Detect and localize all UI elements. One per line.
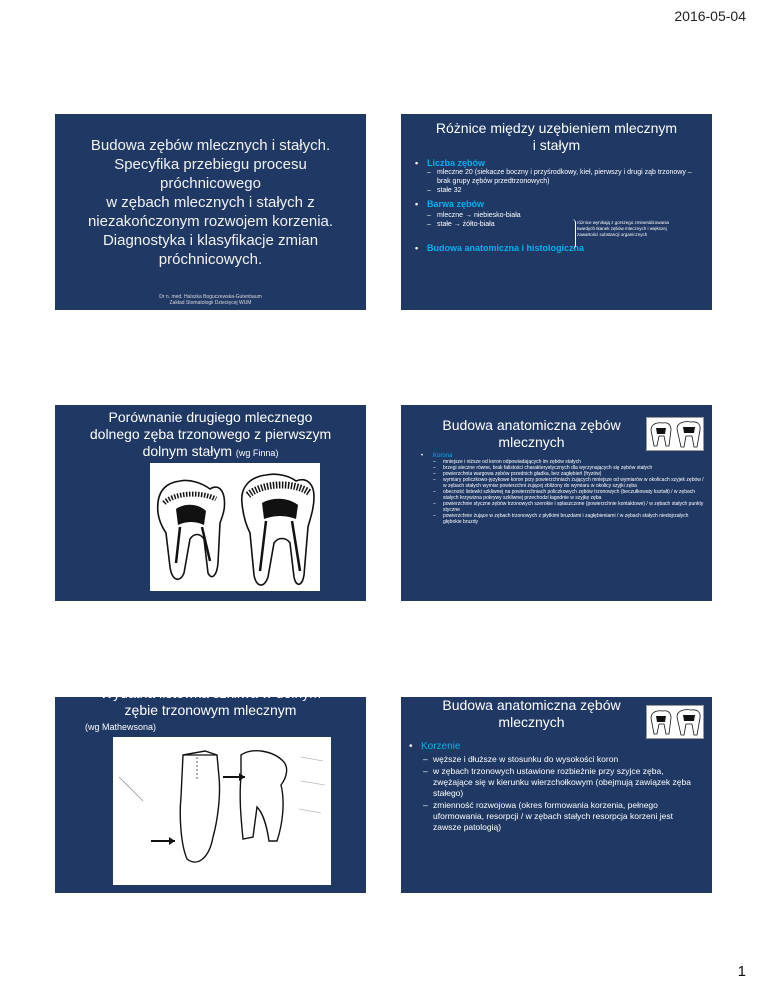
sub-bullet: – w zębach trzonowych ustawione rozbieżnie przy szyjce zęba, zwężające się w kierunku wierzchołkowym (obejmują zawiązek zęba stałego) [423, 766, 702, 799]
bullet-tooth-count: • Liczba zębów [415, 158, 706, 168]
title-line: Budowa anatomiczna zębów [442, 697, 621, 713]
sub-bullet: – mleczne 20 (siekacze boczny i przyśrodkowy, kieł, pierwszy i drugi ząb trzonowy – brak grupy zębów przedtrzonowych) [427, 168, 706, 186]
title-line: próchnicowego [160, 175, 261, 192]
title-line: dolnego zęba trzonowego z pierwszym [89, 426, 332, 442]
sub-bullet: – mniejsze i niższe od koron odpowiadających im zębów stałych [433, 459, 704, 465]
bullet-tooth-color: • Barwa zębów [415, 199, 706, 209]
molar-thumbnail [646, 705, 704, 739]
sub-bullet: – mleczne → niebiesko-biała [427, 211, 706, 220]
enamel-ridge-drawing-icon [113, 737, 331, 885]
title-line-3 [65, 443, 356, 462]
sub-bullet: – powierzchnie styczne zębów trzonowych szerokie i spłaszczone (powierzchnie kontaktowe) / w zębach stałych punkty styczne [433, 501, 704, 513]
title-line: niezakończonym rozwojem korzenia. [87, 213, 334, 230]
tooth-comparison-figure [150, 463, 320, 591]
title-line: mlecznych [498, 714, 565, 730]
sub-bullet: – powierzchnia wargowa zębów przednich gładka, bez zagłębień (fryzów) [433, 471, 704, 477]
enamel-ridge-figure [113, 737, 331, 885]
slide-4-body [421, 453, 704, 525]
title-line: Budowa zębów mlecznych i stałych. [90, 137, 331, 154]
title-line: Różnice między uzębieniem mlecznym [435, 120, 678, 136]
title-source: (wg Finna) [235, 448, 279, 458]
bullet-roots: • Korzenie [409, 740, 702, 753]
credit-author: Dr n. med. Halszka Boguczewska-Gutenbaum [159, 294, 262, 300]
title-line: zębie trzonowym mlecznym [124, 702, 297, 718]
title-text: dolnym stałym [142, 443, 233, 459]
brace-icon [569, 219, 576, 249]
slide-6 [401, 697, 712, 893]
slide-5 [55, 685, 366, 893]
slide-2 [401, 114, 712, 310]
slide-1-credit [55, 294, 366, 306]
title-line: Specyfika przebiegu procesu [114, 156, 307, 173]
sub-bullet: – stałe → żółto-biała [427, 220, 706, 229]
slide-1-title [59, 136, 362, 269]
sub-bullet: – wymiary policzkowo-językowe koron przy powierzchniach żujących mniejsze od wymiarów w okolicach szyjek zębów / w zębach stałych wymiar powierzchni żującej zbliżony do wymiaru w okolicy szyjki zęba [433, 477, 704, 489]
sub-bullet: – zmienność rozwojowa (okres formowania korzenia, pełnego uformowania, resorpcji / w zębach stałych resorpcja korzeni jest zawsze patologią) [423, 800, 702, 833]
sub-bullet: – węższe i dłuższe w stosunku do wysokości koron [423, 754, 702, 765]
page-date: 2016-05-04 [674, 8, 746, 24]
slide-6-title [411, 697, 652, 731]
bullet-anatomy: • Budowa anatomiczna i histologiczna [415, 243, 706, 253]
title-line: Wydatna listewka szkliwa w dolnym [100, 685, 321, 701]
molar-drawing-icon [150, 463, 320, 591]
page-number: 1 [737, 963, 746, 980]
slide-4-title [411, 417, 652, 451]
title-line: próchnicowych. [158, 251, 263, 268]
sub-bullet: – stałe 32 [427, 186, 706, 195]
slide-5-title [65, 685, 356, 719]
title-line: Budowa anatomiczna zębów [442, 417, 621, 433]
title-line: Porównanie drugiego mlecznego [108, 409, 313, 425]
title-line: w zębach mlecznych i stałych z [106, 194, 315, 211]
title-line: Diagnostyka i klasyfikacje zmian [102, 232, 319, 249]
sub-bullet: – obecność listewki szkliwnej na powierzchniach policzkowych zębów trzonowych (beczułkowaty kształt) / w zębach stałych krzywizna pokrywy szkliwnej przechodzi łagodnie w szyjkę zęba [433, 489, 704, 501]
slide-3 [55, 405, 366, 601]
brace-note: różnice wynikają z gorszego zmineralizowania twardych tkanek zębów mlecznych i większej zawartości substancji organicznych [577, 220, 670, 237]
slide-6-body [409, 740, 702, 833]
sub-bullet: – powierzchnie żujące w zębach trzonowych z płytkimi bruzdami i zagłębieniami / w zębach stałych niedojrzałych głębokie bruzdy [433, 513, 704, 525]
molar-thumbnail-icon [647, 706, 703, 738]
title-line: mlecznych [498, 434, 565, 450]
slide-2-title [411, 120, 702, 154]
credit-department: Zakład Stomatologii Dziecięcej WUM [169, 300, 252, 306]
bullet-crown: • Korona [421, 453, 704, 459]
slide-5-source: (wg Mathewsona) [85, 722, 157, 732]
slide-3-title [65, 409, 356, 462]
title-line: i stałym [532, 137, 581, 153]
sub-bullet: – brzegi sieczne równe, brak falistości charakterystycznych dla wyrzynających się zębów stałych [433, 465, 704, 471]
molar-thumbnail [646, 417, 704, 451]
molar-thumbnail-icon [647, 418, 703, 450]
slide-2-body [415, 154, 706, 253]
slide-4 [401, 405, 712, 601]
slide-1 [55, 114, 366, 310]
